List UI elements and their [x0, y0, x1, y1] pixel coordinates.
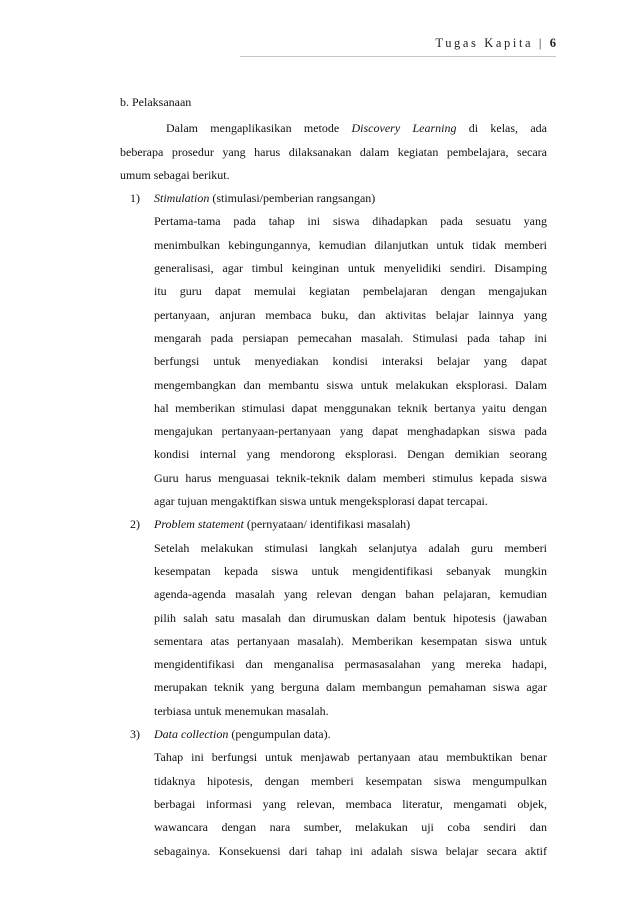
procedure-item-line: Setelah melakukan stimulasi langkah selanjutya adalah guru memberi	[154, 540, 547, 555]
page-number: 6	[549, 36, 556, 50]
procedure-item-line: kesempatan kepada siswa untuk mengidentifikasi sebanyak mungkin	[154, 563, 547, 578]
intro-line	[120, 144, 547, 167]
procedure-item-title	[120, 726, 547, 749]
procedure-item-line: menimbulkan kebingungannya, kemudian dilanjutkan untuk tidak memberi	[154, 237, 547, 252]
procedure-item-line: agenda-agenda masalah yang relevan dengan bahan pelajaran, kemudian	[154, 587, 547, 602]
procedure-item-title	[120, 516, 547, 539]
procedure-list	[120, 190, 547, 866]
procedure-item-line: berfungsi untuk menyediakan kondisi interaksi belajar yang dapat	[154, 354, 547, 369]
intro-line	[120, 167, 547, 190]
procedure-item-number: 1)	[130, 191, 140, 206]
intro-line-segment: beberapa prosedur yang harus dilaksanakan dalam kegiatan pembelajara, secara	[120, 144, 547, 159]
document-body	[120, 94, 547, 866]
header-separator: |	[538, 36, 545, 50]
procedure-item-line: hal memberikan stimulasi dapat menggunakan teknik bertanya yaitu dengan	[154, 400, 547, 415]
procedure-item-line: pilih salah satu masalah dan dirumuskan dalam bentuk hipotesis (jawaban	[154, 610, 547, 625]
procedure-item-line: pertanyaan, anjuran membaca buku, dan aktivitas belajar lainnya yang	[154, 307, 547, 322]
page-header	[435, 36, 556, 51]
intro-line-segment: di kelas, ada	[456, 121, 547, 136]
procedure-item-title-segment: Problem statement	[154, 517, 244, 532]
procedure-item-title	[120, 190, 547, 213]
intro-line-segment: Dalam mengaplikasikan metode	[166, 121, 352, 136]
procedure-item-line: mengajukan pertanyaan-pertanyaan yang dapat menghadapkan siswa pada	[154, 424, 547, 439]
procedure-item-line: itu guru dapat memulai kegiatan pembelajaran dengan mengajukan	[154, 284, 547, 299]
procedure-item-title-segment: (pernyataan/ identifikasi masalah)	[243, 517, 411, 532]
procedure-item-line: kondisi internal yang mendorong eksplorasi. Dengan demikian seorang	[154, 447, 547, 462]
procedure-item-title-segment: Data collection	[154, 727, 229, 742]
procedure-item-line: wawancara dengan nara sumber, melakukan uji coba sendiri dan	[154, 820, 547, 835]
header-divider	[240, 56, 556, 57]
procedure-item-line: berbagai informasi yang relevan, membaca literatur, mengamati objek,	[154, 796, 547, 811]
header-title: Tugas Kapita	[435, 36, 534, 50]
intro-line	[120, 120, 547, 143]
procedure-item-title-segment: (stimulasi/pemberian rangsangan)	[209, 191, 376, 206]
procedure-item	[120, 190, 547, 516]
intro-line-segment: Discovery Learning	[351, 121, 457, 136]
section-title: b. Pelaksanaan	[120, 95, 192, 109]
procedure-item-line: agar tujuan mengaktifkan siswa untuk mengeksplorasi dapat tercapai.	[154, 494, 488, 509]
intro-paragraph	[120, 120, 547, 190]
procedure-item-line: mengembangkan dan membantu siswa untuk melakukan eksplorasi. Dalam	[154, 377, 547, 392]
procedure-item-title-segment: (pengumpulan data).	[228, 727, 331, 742]
procedure-item-line: merupakan teknik yang berguna dalam membangun pemahaman siswa agar	[154, 680, 547, 695]
procedure-item-line: sebagainya. Konsekuensi dari tahap ini adalah siswa belajar secara aktif	[154, 843, 547, 858]
procedure-item-number: 3)	[130, 727, 140, 742]
procedure-item-title-segment: Stimulation	[154, 191, 210, 206]
procedure-item-line: Tahap ini berfungsi untuk menjawab pertanyaan atau membuktikan benar	[154, 750, 547, 765]
procedure-item-number: 2)	[130, 517, 140, 532]
procedure-item-line: generalisasi, agar timbul keinginan untuk menyelidiki sendiri. Disamping	[154, 261, 547, 276]
intro-line-segment: umum sebagai berikut.	[120, 167, 230, 182]
procedure-item	[120, 516, 547, 726]
procedure-item	[120, 726, 547, 866]
procedure-item-line: sementara atas pertanyaan masalah). Memberikan kesempatan siswa untuk	[154, 633, 547, 648]
procedure-item-line: Pertama-tama pada tahap ini siswa dihadapkan pada sesuatu yang	[154, 214, 547, 229]
procedure-item-line: Guru harus menguasai teknik-teknik dalam memberi stimulus kepada siswa	[154, 470, 547, 485]
procedure-item-line: mengarah pada persiapan pemecahan masalah. Stimulasi pada tahap ini	[154, 330, 547, 345]
procedure-item-line: tidaknya hipotesis, dengan memberi kesempatan siswa mengumpulkan	[154, 773, 547, 788]
procedure-item-line: terbiasa untuk menemukan masalah.	[154, 703, 329, 718]
procedure-item-line: mengidentifikasi dan menganalisa permasasalahan yang mereka hadapi,	[154, 657, 547, 672]
